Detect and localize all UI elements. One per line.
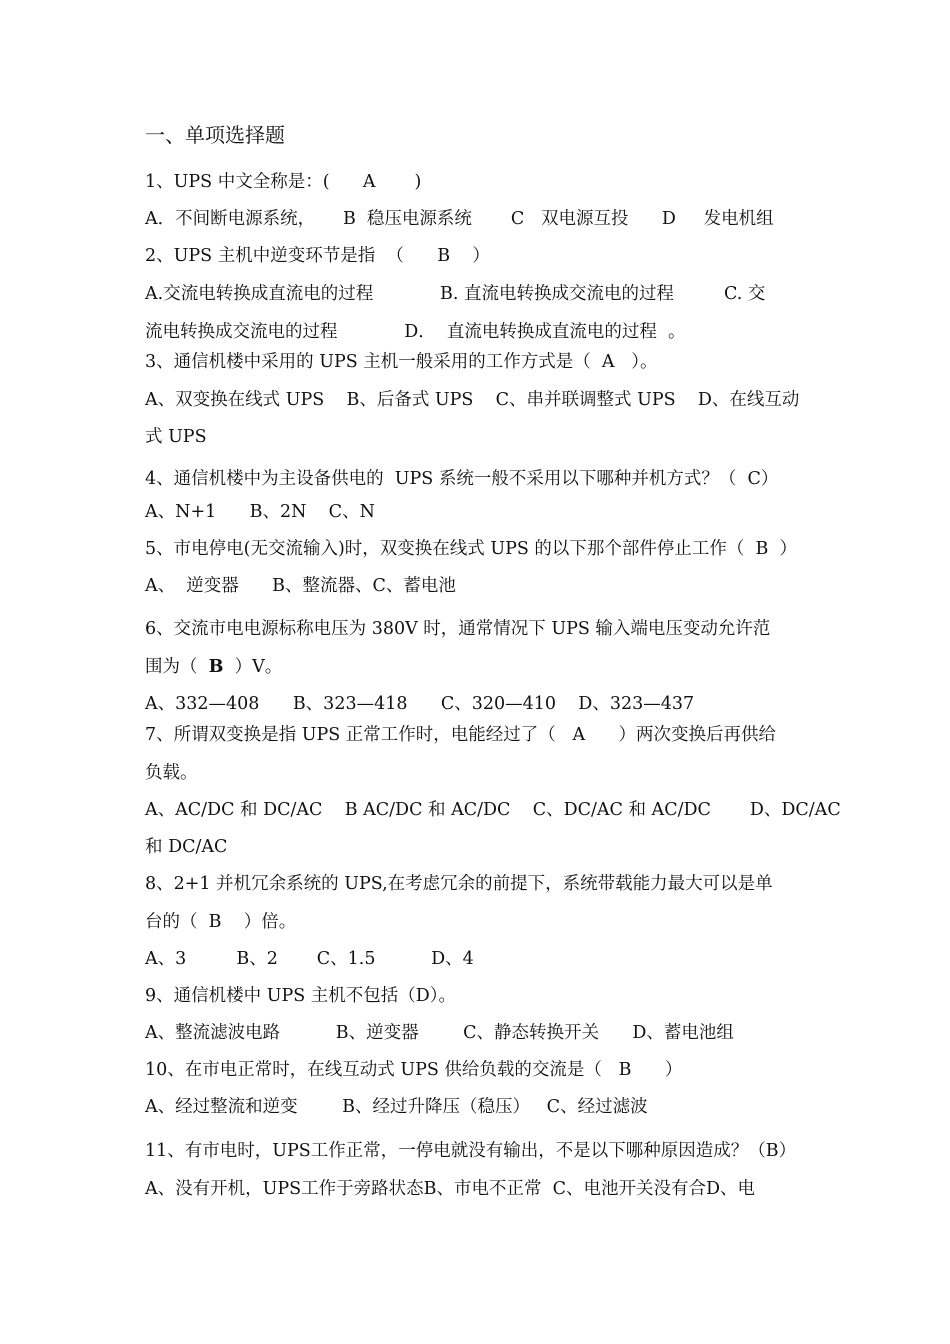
- question-6-cont-post: ）V。: [223, 657, 283, 677]
- question-2-options-cont: 流电转换成交流电的过程 D． 直流电转换成直流电的过程 。: [145, 322, 686, 342]
- question-7: 7、所谓双变换是指 UPS 正常工作时，电能经过了（ A ）两次变换后再供给: [145, 725, 776, 745]
- question-1: 1、UPS 中文全称是：( A ): [145, 172, 422, 192]
- question-8-cont: 台的（ B ）倍。: [145, 912, 297, 932]
- question-7-cont: 负载。: [145, 763, 198, 783]
- question-7-options: A、AC/DC 和 DC/AC B AC/DC 和 AC/DC C、DC/AC 和 AC/DC D、DC/AC: [145, 800, 841, 820]
- question-6-cont: [145, 655, 282, 679]
- question-9: 9、通信机楼中 UPS 主机不包括（D）。: [145, 986, 457, 1006]
- question-6-answer: B: [208, 657, 224, 677]
- question-2-options: A.交流电转换成直流电的过程 B. 直流电转换成交流电的过程 C. 交: [145, 284, 766, 304]
- question-3-options-cont: 式 UPS: [145, 427, 207, 447]
- question-6-cont-pre: 围为（: [145, 657, 209, 677]
- question-10: 10、在市电正常时，在线互动式 UPS 供给负载的交流是（ B ）: [145, 1060, 683, 1080]
- question-4: 4、通信机楼中为主设备供电的 UPS 系统一般不采用以下哪种并机方式？（ C）: [145, 469, 779, 489]
- question-8-options: A、3 B、2 C、1.5 D、4: [145, 949, 474, 969]
- question-5-options: A、 逆变器 B、整流器、C、蓄电池: [145, 576, 456, 596]
- question-11: 11、有市电时，UPS工作正常，一停电就没有输出，不是以下哪种原因造成？（B）: [145, 1141, 797, 1161]
- question-9-options: A、整流滤波电路 B、逆变器 C、静态转换开关 D、蓄电池组: [145, 1023, 734, 1043]
- question-4-options: A、N+1 B、2N C、N: [145, 502, 375, 522]
- question-5: 5、市电停电(无交流输入)时，双变换在线式 UPS 的以下那个部件停止工作（ B ）: [145, 539, 798, 559]
- question-7-options-cont: 和 DC/AC: [145, 837, 228, 857]
- question-8: 8、2+1 并机冗余系统的 UPS,在考虑冗余的前提下，系统带载能力最大可以是单: [145, 874, 773, 894]
- question-10-options: A、经过整流和逆变 B、经过升降压（稳压） C、经过滤波: [145, 1097, 648, 1117]
- question-3-options: A、双变换在线式 UPS B、后备式 UPS C、串并联调整式 UPS D、在线互动: [145, 390, 800, 410]
- question-11-options: A、没有开机，UPS工作于旁路状态B、市电不正常 C、电池开关没有合D、电: [145, 1179, 756, 1199]
- question-2: 2、UPS 主机中逆变环节是指 （ B ）: [145, 246, 490, 266]
- question-3: 3、通信机楼中采用的 UPS 主机一般采用的工作方式是（ A ）。: [145, 352, 658, 372]
- question-6: 6、交流市电电源标称电压为 380V 时，通常情况下 UPS 输入端电压变动允许范: [145, 619, 771, 639]
- section-heading: 一、单项选择题: [145, 123, 285, 147]
- question-1-options: A．不间断电源系统， B 稳压电源系统 C 双电源互投 D 发电机组: [145, 209, 774, 229]
- question-6-options: A、332—408 B、323—418 C、320—410 D、323—437: [145, 694, 695, 714]
